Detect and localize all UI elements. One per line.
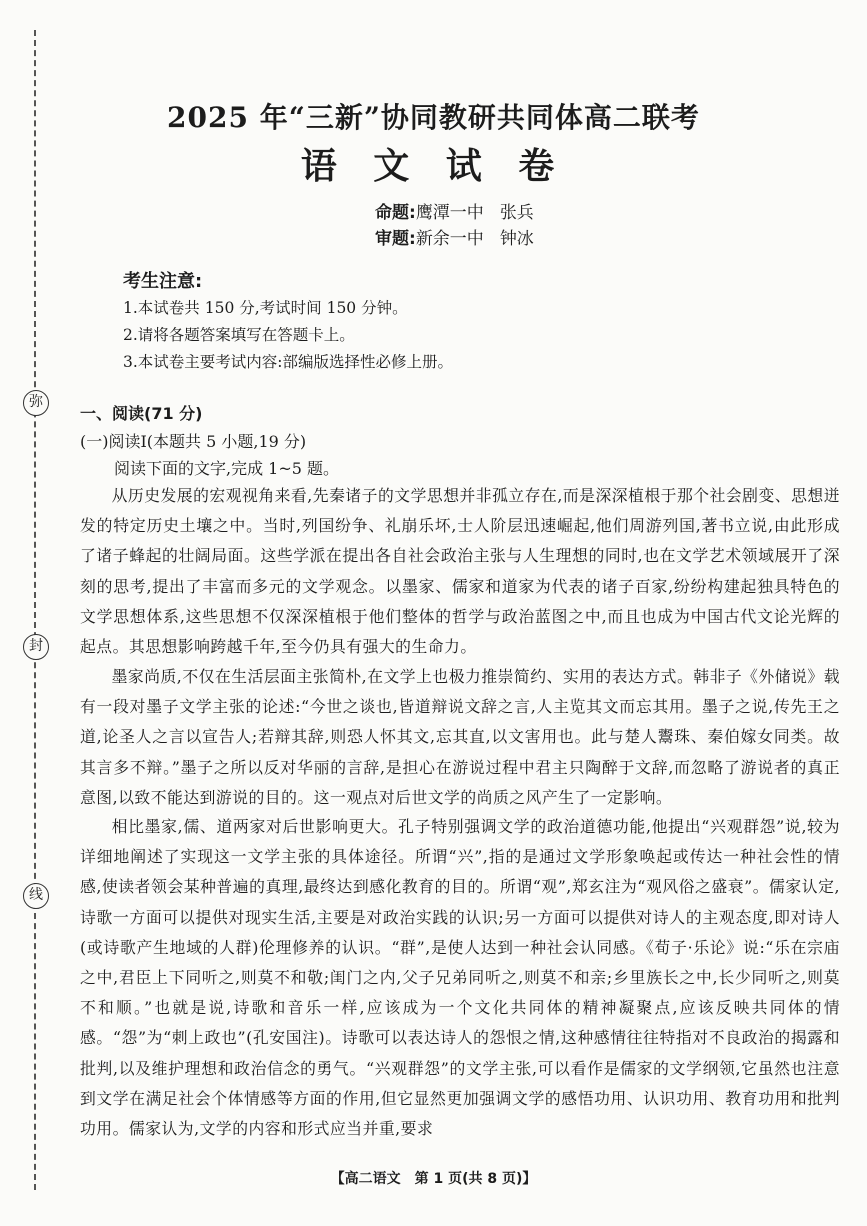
binding-line (34, 30, 36, 1190)
section-heading: 一、阅读(71 分) (80, 404, 203, 423)
reviewer-school: 新余一中 (415, 229, 484, 249)
notice-item: 3.本试卷主要考试内容:部编版选择性必修上册。 (123, 353, 454, 371)
reviewer-label: 审题: (375, 229, 416, 249)
notice-item: 2.请将各题答案填写在答题卡上。 (123, 326, 355, 344)
setter-school: 鹰潭一中 (415, 203, 484, 223)
page-footer: 【高二语文 第 1 页(共 8 页)】 (330, 1171, 537, 1187)
binding-mark-mi: 弥 (23, 390, 49, 416)
binding-mark-xian: 线 (23, 883, 49, 909)
notice-item: 1.本试卷共 150 分,考试时间 150 分钟。 (123, 299, 408, 317)
setter-line (375, 198, 534, 223)
passage-paragraph-1: 从历史发展的宏观视角来看,先秦诸子的文学思想并非孤立存在,而是深深植根于那个社会剧变、思想迸发的特定历史土壤之中。当时,列国纷争、礼崩乐坏,士人阶层迅速崛起,他们周游列国,著书立说,由此形成了诸子蜂起的壮阔局面。这些学派在提出各自社会政治主张与人生理想的同时,也在文学艺术领域展开了深刻的思考,提出了丰富而多元的文学观念。以墨家、儒家和道家为代表的诸子百家,纷纷构建起独具特色的文学思想体系,这些思想不仅深深植根于他们整体的哲学与政治蓝图之中,而且也成为中国古代文论光辉的起点。其思想影响跨越千年,至今仍具有强大的生命力。 (80, 486, 840, 657)
setter-label: 命题: (375, 203, 416, 223)
binding-mark-feng: 封 (23, 634, 49, 660)
setter-name: 张兵 (499, 203, 534, 223)
reading-instruction: 阅读下面的文字,完成 1~5 题。 (114, 459, 340, 478)
subsection-heading: (一)阅读Ⅰ(本题共 5 小题,19 分) (80, 432, 307, 451)
notice-title: 考生注意: (123, 271, 203, 292)
exam-subject-title: 语 文 试 卷 (300, 145, 567, 187)
reviewer-name: 钟冰 (499, 229, 534, 249)
exam-title: 2025 年“三新”协同教研共同体高二联考 (167, 101, 700, 134)
passage-paragraph-2: 墨家尚质,不仅在生活层面主张简朴,在文学上也极力推崇简约、实用的表达方式。韩非子《外储说》载有一段对墨子文学主张的论述:“今世之谈也,皆道辩说文辞之言,人主览其文而忘其用。墨子之说,传先王之道,论圣人之言以宣告人;若辩其辞,则恐人怀其文,忘其直,以文害用也。此与楚人鬻珠、秦伯嫁女同类。故其言多不辩。”墨子之所以反对华丽的言辞,是担心在游说过程中君主只陶醉于文辞,而忽略了游说者的真正意图,以致不能达到游说的目的。这一观点对后世文学的尚质之风产生了一定影响。 (80, 667, 840, 807)
reviewer-line (375, 224, 534, 249)
passage-paragraph-3: 相比墨家,儒、道两家对后世影响更大。孔子特别强调文学的政治道德功能,他提出“兴观群怨”说,较为详细地阐述了实现这一文学主张的具体途径。所谓“兴”,指的是通过文学形象唤起或传达一种社会性的情感,使读者领会某种普遍的真理,最终达到感化教育的目的。所谓“观”,郑玄注为“观风俗之盛衰”。儒家认定,诗歌一方面可以提供对现实生活,主要是对政治实践的认识;另一方面可以提供对诗人的主观态度,即对诗人(或诗歌产生地域的人群)伦理修养的认识。“群”,是使人达到一种社会认同感。《荀子·乐论》说:“乐在宗庙之中,君臣上下同听之,则莫不和敬;闺门之内,父子兄弟同听之,则莫不和亲;乡里族长之中,长少同听之,则莫不和顺。”也就是说,诗歌和音乐一样,应该成为一个文化共同体的精神凝聚点,应该反映共同体的情感。“怨”为“刺上政也”(孔安国注)。诗歌可以表达诗人的怨恨之情,这种感情往往特指对不良政治的揭露和批判,以及维护理想和政治信念的勇气。“兴观群怨”的文学主张,可以看作是儒家的文学纲领,它虽然也注意到文学在满足社会个体情感等方面的作用,但它显然更加强调文学的感悟功用、认识功用、教育功用和批判功用。儒家认为,文学的内容和形式应当并重,要求 (80, 817, 840, 1139)
